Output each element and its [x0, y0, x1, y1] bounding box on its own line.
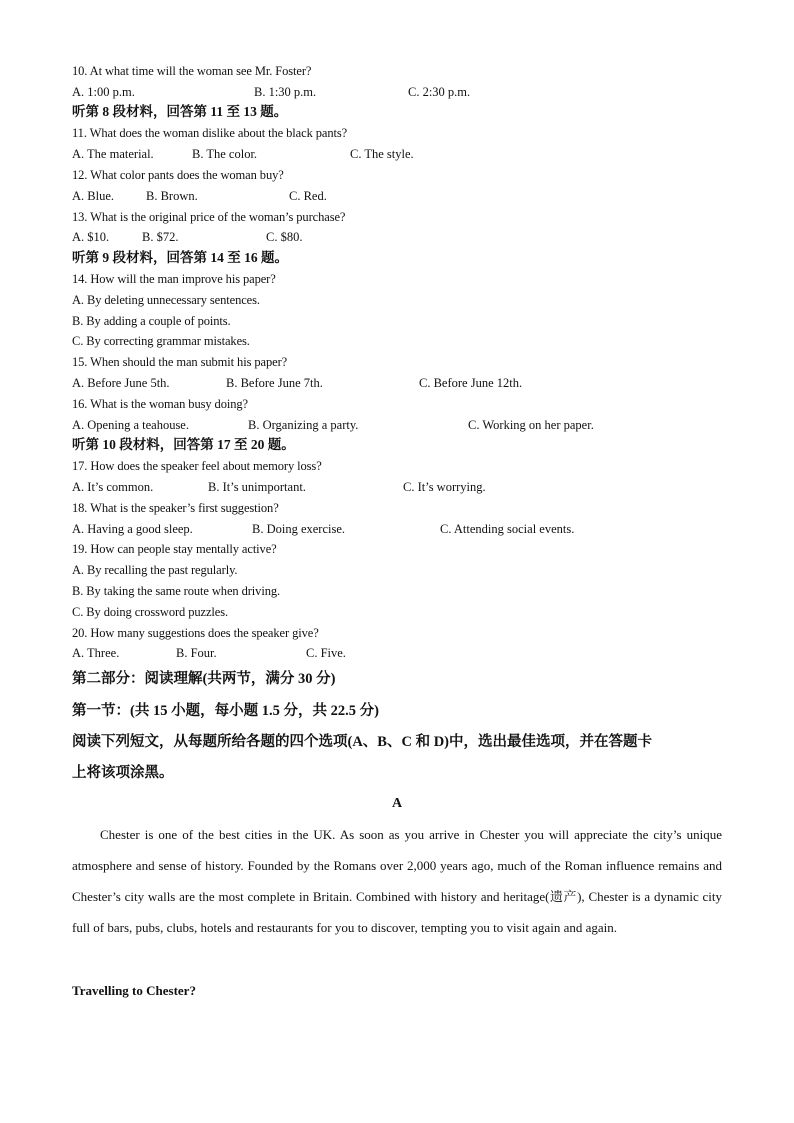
- question-16-option-c: C. Working on her paper.: [468, 418, 594, 432]
- question-10-stem: 10. At what time will the woman see Mr. Foster?: [72, 64, 312, 78]
- question-15-option-c: C. Before June 12th.: [419, 376, 523, 390]
- question-13-option-c: C. $80.: [266, 230, 303, 244]
- section-8-heading: 听第 8 段材料，回答第 11 至 13 题。: [72, 104, 288, 119]
- passage-paragraph: Chester is one of the best cities in the UK. As soon as you arrive in Chester you will appreciate the city’s unique atmosphere and sense of history. Founded by the Romans over 2,000 years ago, much of the Roman influence remains and Chester’s city walls are the most complete in Britain. Combined with history and heritage(遗产), Chester is a dynamic city full of bars, pubs, clubs, hotels and restaurants for you to discover, tempting you to visit again and again.: [72, 827, 722, 935]
- question-19-option-c: C. By doing crossword puzzles.: [72, 605, 229, 619]
- question-16-stem: 16. What is the woman busy doing?: [72, 397, 248, 411]
- question-14-option-b: B. By adding a couple of points.: [72, 314, 231, 328]
- question-12-option-a: A. Blue.: [72, 189, 115, 203]
- question-17-option-b: B. It’s unimportant.: [208, 480, 306, 494]
- question-19-option-b: B. By taking the same route when driving.: [72, 584, 281, 598]
- question-17-option-a: A. It’s common.: [72, 480, 154, 494]
- section-1-heading: 第一节：(共 15 小题，每小题 1.5 分，共 22.5 分): [72, 703, 379, 719]
- question-11-option-c: C. The style.: [350, 147, 414, 161]
- question-12-option-c: C. Red.: [289, 189, 327, 203]
- question-20-stem: 20. How many suggestions does the speaker give?: [72, 626, 319, 640]
- question-14-option-a: A. By deleting unnecessary sentences.: [72, 293, 260, 307]
- question-14-option-c: C. By correcting grammar mistakes.: [72, 334, 250, 348]
- question-13-option-a: A. $10.: [72, 230, 110, 244]
- part-2-heading: 第二部分：阅读理解(共两节，满分 30 分): [72, 671, 336, 687]
- instructions-line-1: 阅读下列短文，从每题所给各题的四个选项(A、B、C 和 D)中，选出最佳选项，并在答题卡: [72, 734, 652, 750]
- question-13-option-b: B. $72.: [142, 230, 179, 244]
- question-15-option-a: A. Before June 5th.: [72, 376, 170, 390]
- question-19-option-a: A. By recalling the past regularly.: [72, 563, 238, 577]
- section-9-heading: 听第 9 段材料，回答第 14 至 16 题。: [72, 250, 288, 265]
- question-18-option-a: A. Having a good sleep.: [72, 522, 193, 536]
- question-17-option-c: C. It’s worrying.: [403, 480, 486, 494]
- question-18-stem: 18. What is the speaker’s first suggestion?: [72, 501, 279, 515]
- question-18-option-b: B. Doing exercise.: [252, 522, 346, 536]
- question-16-option-b: B. Organizing a party.: [248, 418, 359, 432]
- question-11-option-a: A. The material.: [72, 147, 154, 161]
- question-15-option-b: B. Before June 7th.: [226, 376, 323, 390]
- question-20-option-c: C. Five.: [306, 646, 346, 660]
- question-12-option-b: B. Brown.: [146, 189, 198, 203]
- instructions-line-2: 上将该项涂黑。: [72, 765, 174, 781]
- question-15-stem: 15. When should the man submit his paper?: [72, 355, 288, 369]
- question-18-option-c: C. Attending social events.: [440, 522, 575, 536]
- question-11-option-b: B. The color.: [192, 147, 258, 161]
- question-16-option-a: A. Opening a teahouse.: [72, 418, 189, 432]
- question-20-option-a: A. Three.: [72, 646, 120, 660]
- question-11-stem: 11. What does the woman dislike about the black pants?: [72, 126, 348, 140]
- passage-subheading: Travelling to Chester?: [72, 983, 196, 998]
- question-10-option-a: A. 1:00 p.m.: [72, 85, 135, 99]
- question-10-option-b: B. 1:30 p.m.: [254, 85, 317, 99]
- question-13-stem: 13. What is the original price of the woman’s purchase?: [72, 210, 346, 224]
- question-17-stem: 17. How does the speaker feel about memory loss?: [72, 459, 322, 473]
- section-10-heading: 听第 10 段材料，回答第 17 至 20 题。: [72, 437, 295, 452]
- question-20-option-b: B. Four.: [176, 646, 217, 660]
- question-14-stem: 14. How will the man improve his paper?: [72, 272, 276, 286]
- question-10-option-c: C. 2:30 p.m.: [408, 85, 471, 99]
- question-19-stem: 19. How can people stay mentally active?: [72, 542, 277, 556]
- question-12-stem: 12. What color pants does the woman buy?: [72, 168, 284, 182]
- passage-label: A: [391, 796, 403, 811]
